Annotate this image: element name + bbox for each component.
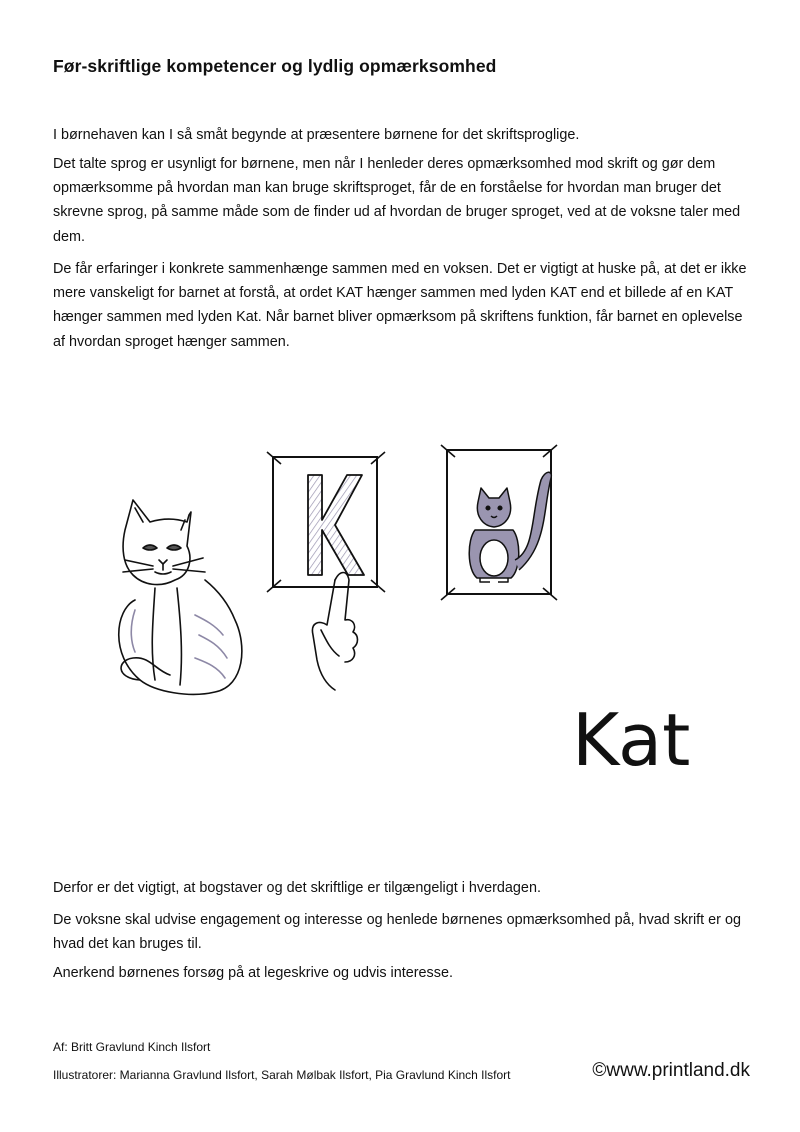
letter-card-icon xyxy=(267,452,385,592)
illustrators-credit: Illustratorer: Marianna Gravlund Ilsfort, Sarah Mølbak Ilsfort, Pia Gravlund Kinch Ilsfort xyxy=(53,1068,511,1082)
paragraph-adults-engagement: De voksne skal udvise engagement og interesse og henlede børnenes opmærksomhed på, hvad skrift er og hvad det kan bruges til. xyxy=(53,912,741,953)
page-title: Før-skriftlige kompetencer og lydlig opmærksomhed xyxy=(53,56,497,76)
copyright-link: ©www.printland.dk xyxy=(592,1060,750,1081)
cat-picture-card-icon xyxy=(441,445,557,600)
paragraph-letters-available: Derfor er det vigtigt, at bogstaver og det skriftlige er tilgængeligt i hverdagen. xyxy=(53,880,541,896)
sitting-cat-drawing-icon xyxy=(119,500,242,694)
paragraph-spoken-language: Det talte sprog er usynligt for børnene, men når I henleder deres opmærksomhed mod skrift og gør dem opmærksomme på hvordan man kan bruge skriftsproget, får de en forståelse for hvordan man bruger det skrevne sprog, på samme måde som de finder ud af hvordan de bruger sproget, ved at de voksne taler med dem. xyxy=(53,156,741,245)
author-credit: Af: Britt Gravlund Kinch Ilsfort xyxy=(53,1040,211,1054)
pointing-finger-icon xyxy=(312,573,357,691)
big-word-kat: Kat xyxy=(572,698,691,782)
intro-paragraph: I børnehaven kan I så småt begynde at præsentere børnene for det skriftsproglige. xyxy=(53,127,580,143)
paragraph-experiences: De får erfaringer i konkrete sammenhænge sammen med en voksen. Det er vigtigt at huske på, at det er ikke mere vanskeligt for barnet at forstå, at ordet KAT hænger sammen med lyden KAT end et billede af en KAT hænger sammen med lyden Kat. Når barnet bliver opmærksom på skriftens funktion, får barnet en oplevelse af hvordan sproget hænger sammen. xyxy=(53,261,747,350)
paragraph-acknowledge: Anerkend børnenes forsøg på at legeskrive og udvis interesse. xyxy=(53,965,453,981)
